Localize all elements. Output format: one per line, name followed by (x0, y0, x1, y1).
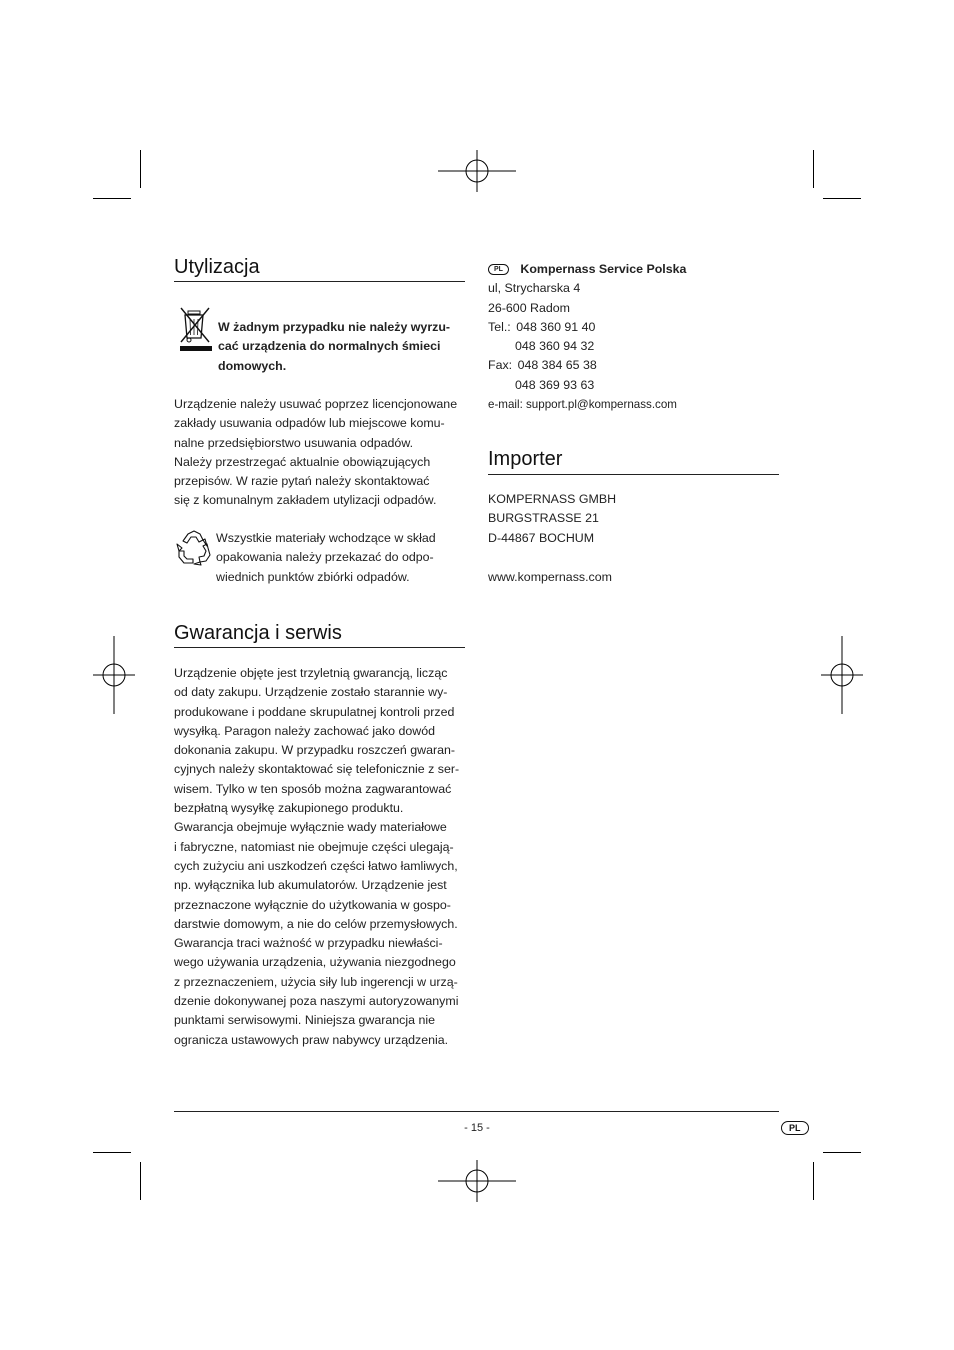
importer-title: Importer (488, 448, 563, 470)
importer-address (488, 490, 616, 548)
disposal-body (174, 395, 457, 511)
disposal-warning (218, 318, 450, 376)
fax-number: 048 384 65 38 (517, 358, 597, 373)
warranty-body (174, 664, 459, 1050)
warranty-line: Gwarancja obejmuje wyłącznie wady materiałowe (174, 820, 447, 835)
fax-label: Fax: (488, 358, 513, 373)
warranty-line: cych zużyciu ani uszkodzeń części łatwo łamliwych, (174, 858, 458, 873)
footer-rule (174, 1111, 779, 1112)
disposal-body-line: Należy przestrzegać aktualnie obowiązujących (174, 454, 431, 469)
disposal-warning-line: W żadnym przypadku nie należy wyrzu- (218, 320, 451, 334)
registration-mark-right (821, 636, 863, 714)
packaging-note-line: Wszystkie materiały wchodzące w skład (216, 531, 436, 545)
warranty-line: cyjnych należy skontaktować się telefonicznie z ser- (174, 762, 460, 777)
warranty-line: ogranicza ustawowych praw nabywcy urządzenia. (174, 1032, 449, 1047)
tel-number: 048 360 94 32 (515, 339, 595, 354)
warranty-line: darstwie domowym, a nie do celów przemysłowych. (174, 916, 458, 931)
registration-mark-left (93, 636, 135, 714)
disposal-warning-line: domowych. (218, 358, 287, 373)
country-badge: PL (488, 264, 509, 275)
warranty-line: bezpłatną wysyłkę zakupionego produktu. (174, 801, 404, 816)
warranty-line: np. wyłącznika lub akumulatorów. Urządzenie jest (174, 878, 447, 893)
service-name: Kompernass Service Polska (520, 262, 687, 276)
service-address (488, 260, 686, 414)
packaging-note (216, 529, 436, 587)
importer-city: D-44867 BOCHUM (488, 530, 595, 545)
disposal-title-rule (174, 281, 465, 282)
disposal-warning-line: cać urządzenia do normalnych śmieci (218, 339, 441, 354)
email-link[interactable]: e-mail: support.pl@kompernass.com (488, 398, 677, 412)
fax-number: 048 369 93 63 (515, 377, 595, 392)
crossed-bin-icon (178, 305, 214, 353)
importer-website[interactable]: www.kompernass.com (488, 570, 612, 584)
registration-mark-bottom (437, 1160, 517, 1202)
warranty-line: Urządzenie objęte jest trzyletnią gwarancją, licząc (174, 666, 448, 680)
page-number: - 15 - (464, 1122, 490, 1134)
warranty-line: przeznaczone wyłącznie do użytkowania w gospo- (174, 897, 451, 912)
warranty-line: produkowane i poddane skrupulatnej kontroli przed (174, 704, 455, 719)
disposal-body-line: Urządzenie należy usuwać poprzez licencjonowane (174, 397, 458, 411)
warranty-line: i fabryczne, natomiast nie obejmuje części ulegają- (174, 839, 454, 854)
disposal-body-line: się z komunalnym zakładem utylizacji odpadów. (174, 493, 437, 508)
warranty-line: dzenie dokonywanej poza naszymi autoryzowanymi (174, 994, 459, 1009)
service-city: 26-600 Radom (488, 300, 570, 315)
importer-title-rule (488, 474, 779, 475)
disposal-body-line: nalne przedsiębiorstwo usuwania odpadów. (174, 435, 414, 450)
importer-street: BURGSTRASSE 21 (488, 511, 599, 526)
warranty-line: od daty zakupu. Urządzenie zostało starannie wy- (174, 685, 448, 700)
warranty-line: wisem. Tylko w ten sposób można zagwarantować (174, 781, 452, 796)
warranty-line: z przeznaczeniem, użycia siły lub ingerencji w urzą- (174, 974, 458, 989)
registration-mark-top (437, 150, 517, 192)
tel-number: 048 360 91 40 (516, 319, 596, 334)
warranty-line: wego używania urządzenia, używania niezgodnego (174, 955, 456, 970)
service-street: ul, Strycharska 4 (488, 281, 581, 296)
importer-company: KOMPERNASS GMBH (488, 492, 617, 506)
disposal-body-line: zakłady usuwania odpadów lub miejscowe komu- (174, 416, 445, 431)
warranty-line: punktami serwisowymi. Niniejsza gwarancja nie (174, 1013, 435, 1028)
disposal-title: Utylizacja (174, 256, 260, 278)
warranty-line: dokonania zakupu. W przypadku roszczeń gwaran- (174, 743, 456, 758)
warranty-title: Gwarancja i serwis (174, 622, 342, 644)
language-badge: PL (781, 1121, 809, 1135)
recycle-icon (174, 528, 214, 568)
warranty-line: Gwarancja traci ważność w przypadku niewłaści- (174, 936, 443, 951)
warranty-title-rule (174, 647, 465, 648)
packaging-note-line: opakowania należy przekazać do odpo- (216, 550, 434, 565)
packaging-note-line: wiednich punktów zbiórki odpadów. (216, 569, 410, 584)
tel-label: Tel.: (488, 319, 511, 334)
warranty-line: wysyłką. Paragon należy zachować jako dowód (174, 723, 436, 738)
disposal-body-line: przepisów. W razie pytań należy skontaktować (174, 474, 430, 489)
